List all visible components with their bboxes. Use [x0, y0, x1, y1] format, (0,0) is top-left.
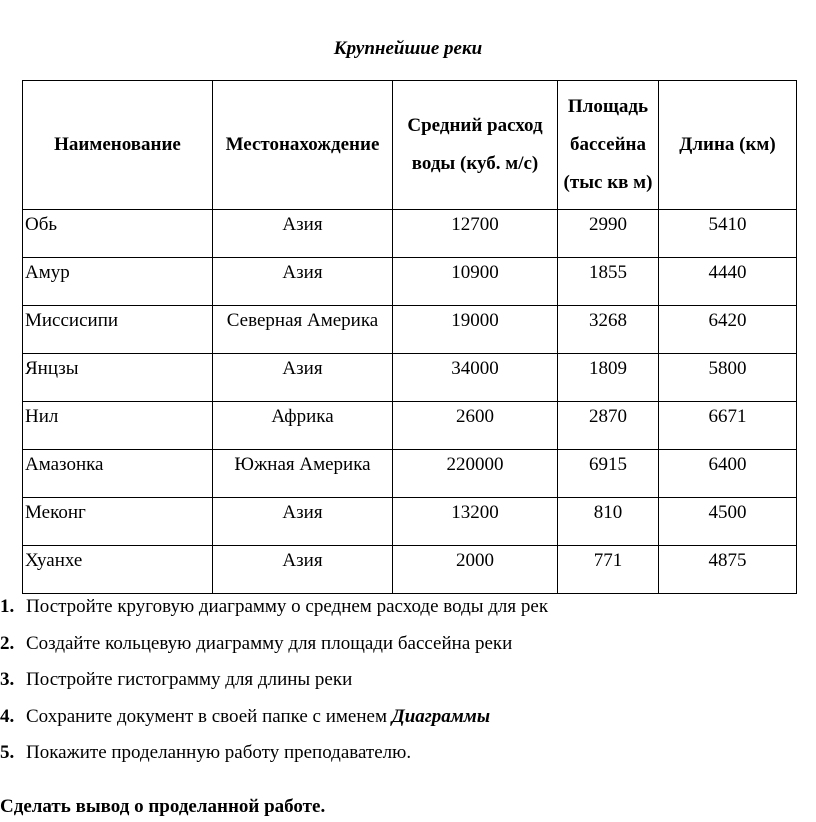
- cell-flow: 34000: [393, 354, 558, 402]
- document-title: Крупнейшие реки: [333, 38, 483, 59]
- header-area-line3: (тыс кв м): [563, 172, 653, 193]
- cell-flow: 2000: [393, 546, 558, 594]
- task-number: 2.: [0, 632, 15, 654]
- header-location: Местонахождение: [213, 81, 393, 210]
- cell-name: Меконг: [23, 498, 213, 546]
- cell-name: Янцзы: [23, 354, 213, 402]
- task-text: Сохраните документ в своей папке с именем: [26, 705, 392, 727]
- cell-flow: 12700: [393, 210, 558, 258]
- cell-length: 6671: [659, 402, 797, 450]
- cell-area: 6915: [558, 450, 659, 498]
- conclusion-text: Сделать вывод о проделанной работе.: [0, 796, 326, 817]
- list-item: [0, 592, 548, 629]
- cell-name: Миссисипи: [23, 306, 213, 354]
- header-flow: [393, 81, 558, 210]
- cell-area: 810: [558, 498, 659, 546]
- cell-location: Азия: [213, 258, 393, 306]
- cell-length: 4500: [659, 498, 797, 546]
- header-name: Наименование: [23, 81, 213, 210]
- cell-name: Хуанхе: [23, 546, 213, 594]
- table-row: [23, 306, 797, 354]
- cell-name: Амазонка: [23, 450, 213, 498]
- task-number: 4.: [0, 705, 15, 727]
- cell-length: 6420: [659, 306, 797, 354]
- cell-location: Азия: [213, 546, 393, 594]
- cell-location: Южная Америка: [213, 450, 393, 498]
- cell-area: 2870: [558, 402, 659, 450]
- header-area-line1: Площадь: [567, 96, 649, 117]
- cell-location: Азия: [213, 354, 393, 402]
- cell-flow: 13200: [393, 498, 558, 546]
- list-item: [0, 738, 548, 775]
- list-item: [0, 702, 548, 739]
- cell-length: 5410: [659, 210, 797, 258]
- cell-location: Азия: [213, 498, 393, 546]
- cell-area: 771: [558, 546, 659, 594]
- cell-area: 1855: [558, 258, 659, 306]
- task-text: Создайте кольцевую диаграмму для площади бассейна реки: [26, 632, 513, 654]
- table-row: [23, 402, 797, 450]
- table-row: [23, 258, 797, 306]
- header-area-line2: бассейна: [570, 134, 646, 155]
- cell-area: 2990: [558, 210, 659, 258]
- cell-length: 6400: [659, 450, 797, 498]
- task-number: 1.: [0, 596, 15, 617]
- cell-area: 1809: [558, 354, 659, 402]
- task-emphasis: Диаграммы: [391, 705, 491, 727]
- cell-location: Азия: [213, 210, 393, 258]
- cell-flow: 2600: [393, 402, 558, 450]
- task-number: 3.: [0, 669, 15, 691]
- task-text: Постройте круговую диаграмму о среднем расходе воды для рек: [26, 596, 549, 617]
- header-flow-line1: Средний расход: [407, 115, 543, 136]
- cell-location: Африка: [213, 402, 393, 450]
- table-row: [23, 210, 797, 258]
- task-number: 5.: [0, 742, 15, 764]
- cell-length: 5800: [659, 354, 797, 402]
- cell-area: 3268: [558, 306, 659, 354]
- list-item: [0, 629, 548, 666]
- header-area: [558, 81, 659, 210]
- task-text: Покажите проделанную работу преподавателю.: [26, 742, 412, 764]
- cell-name: Амур: [23, 258, 213, 306]
- cell-length: 4440: [659, 258, 797, 306]
- cell-flow: 10900: [393, 258, 558, 306]
- list-item: [0, 665, 548, 702]
- cell-location: Северная Америка: [213, 306, 393, 354]
- table-row: [23, 498, 797, 546]
- header-length: Длина (км): [659, 81, 797, 210]
- table-row: [23, 546, 797, 594]
- cell-name: Обь: [23, 210, 213, 258]
- header-flow-line2: воды (куб. м/с): [411, 153, 539, 174]
- table-row: [23, 354, 797, 402]
- cell-flow: 220000: [393, 450, 558, 498]
- task-list: [0, 592, 548, 775]
- task-text: Постройте гистограмму для длины реки: [26, 669, 353, 691]
- cell-name: Нил: [23, 402, 213, 450]
- rivers-table: [22, 80, 797, 594]
- table-header-row: [23, 81, 797, 210]
- table-row: [23, 450, 797, 498]
- cell-flow: 19000: [393, 306, 558, 354]
- cell-length: 4875: [659, 546, 797, 594]
